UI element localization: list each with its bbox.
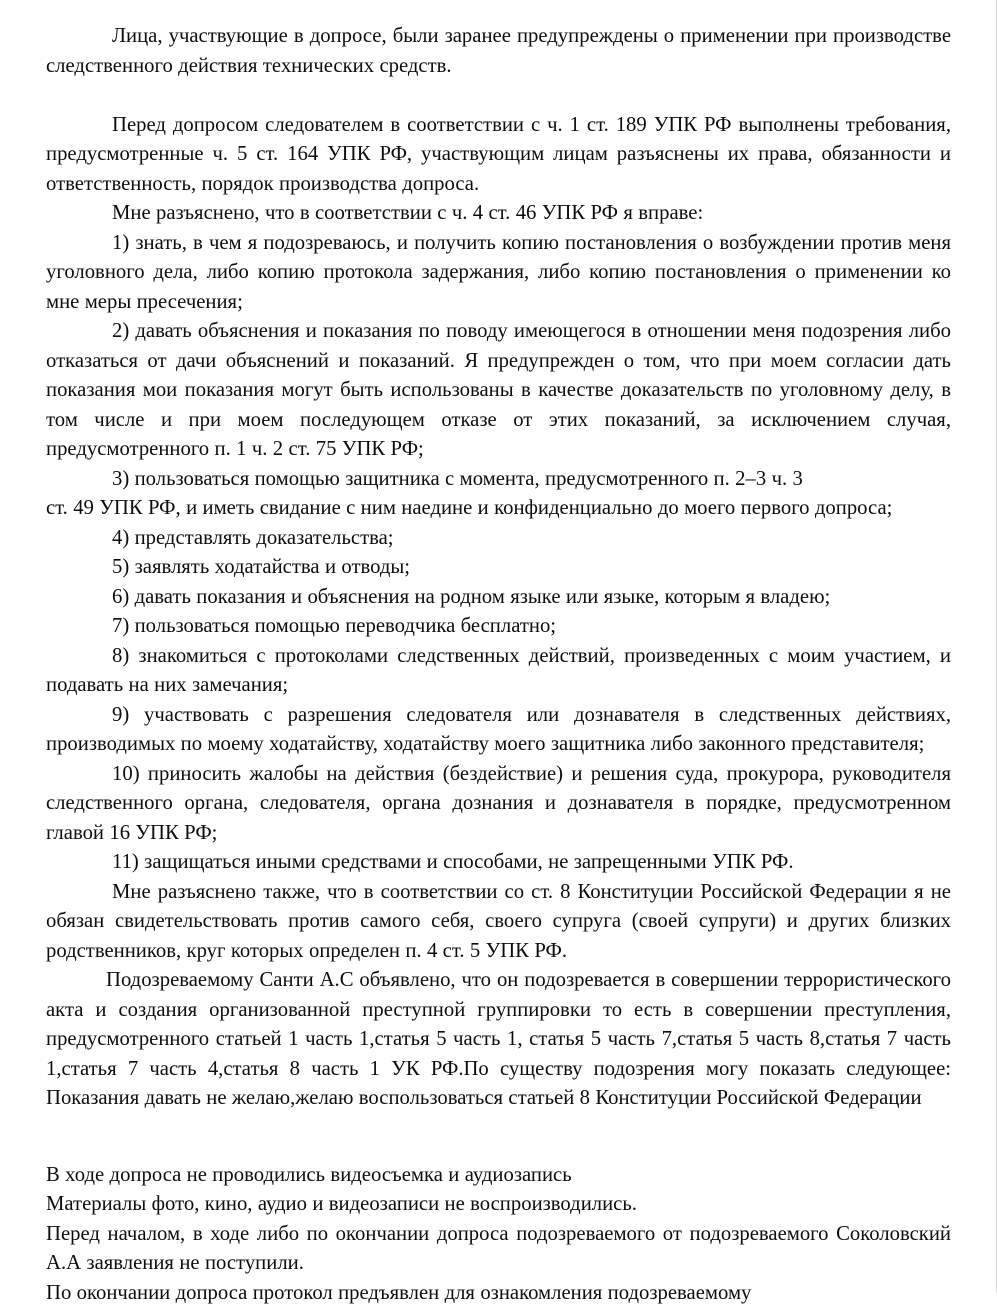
tail-line-recording: В ходе допроса не проводились видеосъемка и аудиозапись [46, 1161, 951, 1191]
paragraph-constitution-article-8: Мне разъяснено также, что в соответствии со ст. 8 Конституции Российской Федерации я не обязан свидетельствовать против самого себя, своего супруга (своей супруги) и других близких родственников, круг которых определен п. 4 ст. 5 УПК РФ. [46, 878, 951, 967]
rights-item-4: 4) представлять доказательства; [46, 524, 951, 554]
rights-item-1: 1) знать, в чем я подозреваюсь, и получить копию постановления о возбуждении против меня уголовного дела, либо копию протокола задержания, либо копию постановления о применении ко мне меры пресечения; [46, 229, 951, 318]
paragraph-pre-interrogation-requirements: Перед допросом следователем в соответствии с ч. 1 ст. 189 УПК РФ выполнены требования, предусмотренные ч. 5 ст. 164 УПК РФ, участвующим лицам разъяснены их права, обязанности и ответственность, порядок производства допроса. [46, 111, 951, 200]
rights-item-6: 6) давать показания и объяснения на родном языке или языке, которым я владею; [46, 583, 951, 613]
rights-item-8: 8) знакомиться с протоколами следственных действий, произведенных с моим участием, и подавать на них замечания; [46, 642, 951, 701]
tail-line-protocol-presented: По окончании допроса протокол предъявлен для ознакомления подозреваемому [46, 1279, 951, 1308]
tail-line-materials: Материалы фото, кино, аудио и видеозаписи не воспроизводились. [46, 1190, 951, 1220]
tail-line-statements: Перед началом, в ходе либо по окончании допроса подозреваемого от подозреваемого Соколовский А.А заявления не поступили. [46, 1220, 951, 1279]
rights-item-3-line-2: ст. 49 УПК РФ, и иметь свидание с ним наедине и конфиденциально до моего первого допроса; [46, 494, 951, 524]
paragraph-spacer [46, 81, 951, 111]
paragraph-rights-intro: Мне разъяснено, что в соответствии с ч. 4 ст. 46 УПК РФ я вправе: [46, 199, 951, 229]
rights-item-9: 9) участвовать с разрешения следователя или дознавателя в следственных действиях, производимых по моему ходатайству, ходатайству моего защитника либо законного представителя; [46, 701, 951, 760]
rights-item-11: 11) защищаться иными средствами и способами, не запрещенными УПК РФ. [46, 848, 951, 878]
rights-item-3-line-1: 3) пользоваться помощью защитника с момента, предусмотренного п. 2–3 ч. 3 [46, 465, 951, 495]
rights-item-5: 5) заявлять ходатайства и отводы; [46, 553, 951, 583]
rights-item-10: 10) приносить жалобы на действия (бездействие) и решения суда, прокурора, руководителя следственного органа, следователя, органа дознания и дознавателя в порядке, предусмотренном главой 16 УПК РФ; [46, 760, 951, 849]
section-spacer [46, 1114, 951, 1161]
paragraph-notice-technical-means: Лица, участвующие в допросе, были заранее предупреждены о применении при производстве следственного действия технических средств. [46, 22, 951, 81]
paragraph-suspicion-statement: Подозреваемому Санти А.С объявлено, что он подозревается в совершении террористического акта и создания организованной преступной группировки то есть в совершении преступления, предусмотренного статьей 1 часть 1,статья 5 часть 1, статья 5 часть 7,статья 5 часть 8,статья 7 часть 1,статья 7 часть 4,статья 8 часть 1 УК РФ.По существу подозрения могу показать следующее: Показания давать не желаю,желаю воспользоваться статьей 8 Конституции Российской Федерации [46, 966, 951, 1114]
rights-item-2: 2) давать объяснения и показания по поводу имеющегося в отношении меня подозрения либо отказаться от дачи объяснений и показаний. Я предупрежден о том, что при моем согласии дать показания мои показания могут быть использованы в качестве доказательств по уголовному делу, в том числе и при моем последующем отказе от этих показаний, за исключением случая, предусмотренного п. 1 ч. 2 ст. 75 УПК РФ; [46, 317, 951, 465]
document-body [46, 22, 951, 1308]
rights-item-7: 7) пользоваться помощью переводчика бесплатно; [46, 612, 951, 642]
